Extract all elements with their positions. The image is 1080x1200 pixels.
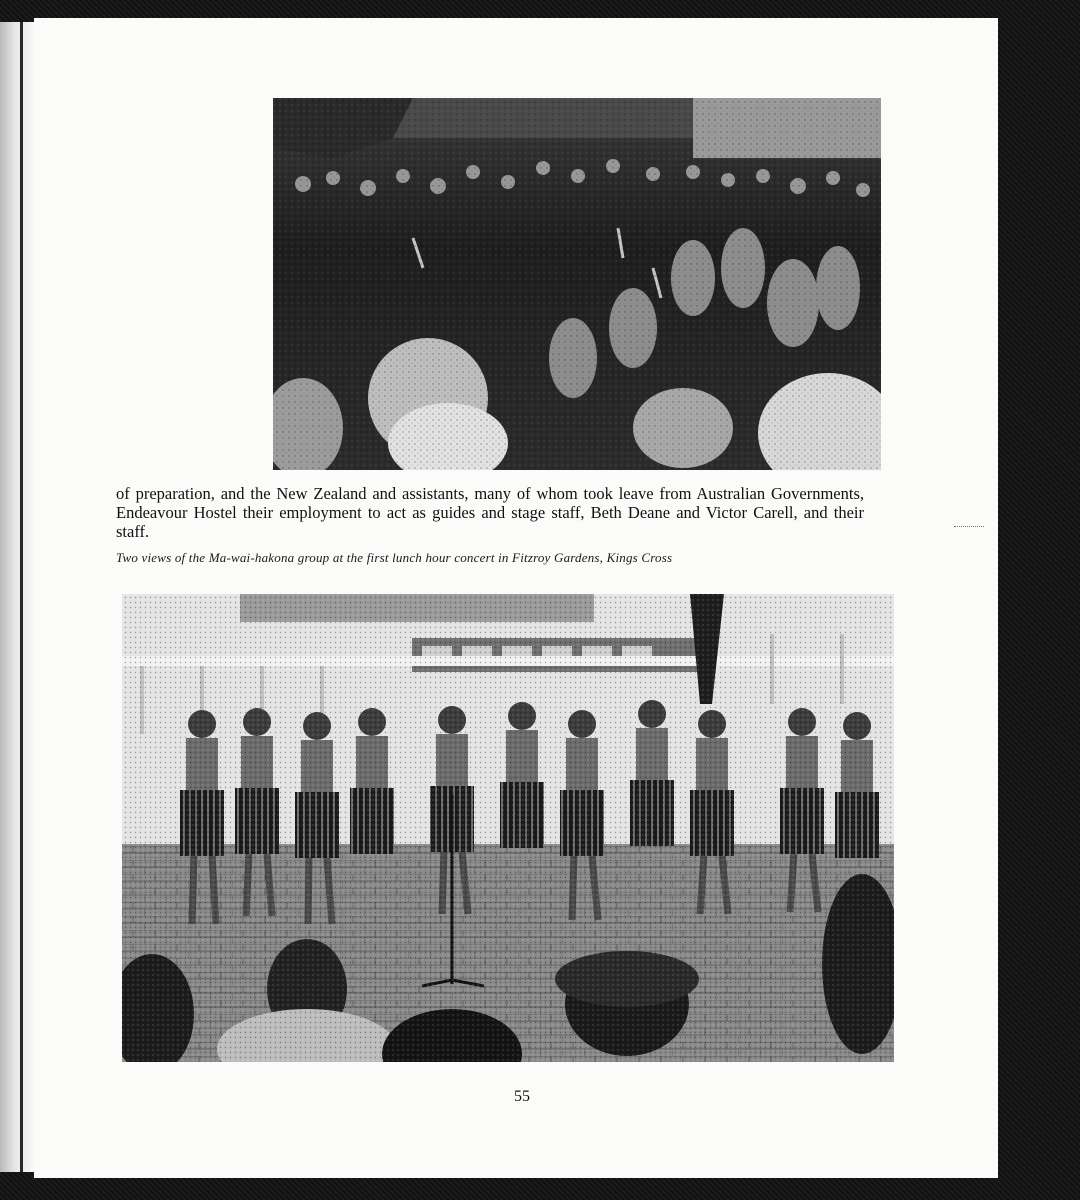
photo-audience-performers bbox=[273, 98, 881, 470]
facing-page-edge bbox=[0, 22, 36, 1172]
body-paragraph: of preparation, and the New Zealand and assistants, many of whom took leave from Australian Governments, Endeavour Hostel their employment to act as guides and stage staff, Beth Deane and Victor Carell, and their staff. bbox=[116, 484, 864, 541]
margin-mark bbox=[954, 526, 984, 531]
photo-dancers-square bbox=[122, 594, 894, 1062]
book-page bbox=[34, 18, 998, 1178]
page-number: 55 bbox=[514, 1088, 530, 1105]
body-text bbox=[116, 484, 864, 541]
photo-caption: Two views of the Ma-wai-hakona group at the first lunch hour concert in Fitzroy Gardens, Kings Cross bbox=[116, 550, 673, 565]
